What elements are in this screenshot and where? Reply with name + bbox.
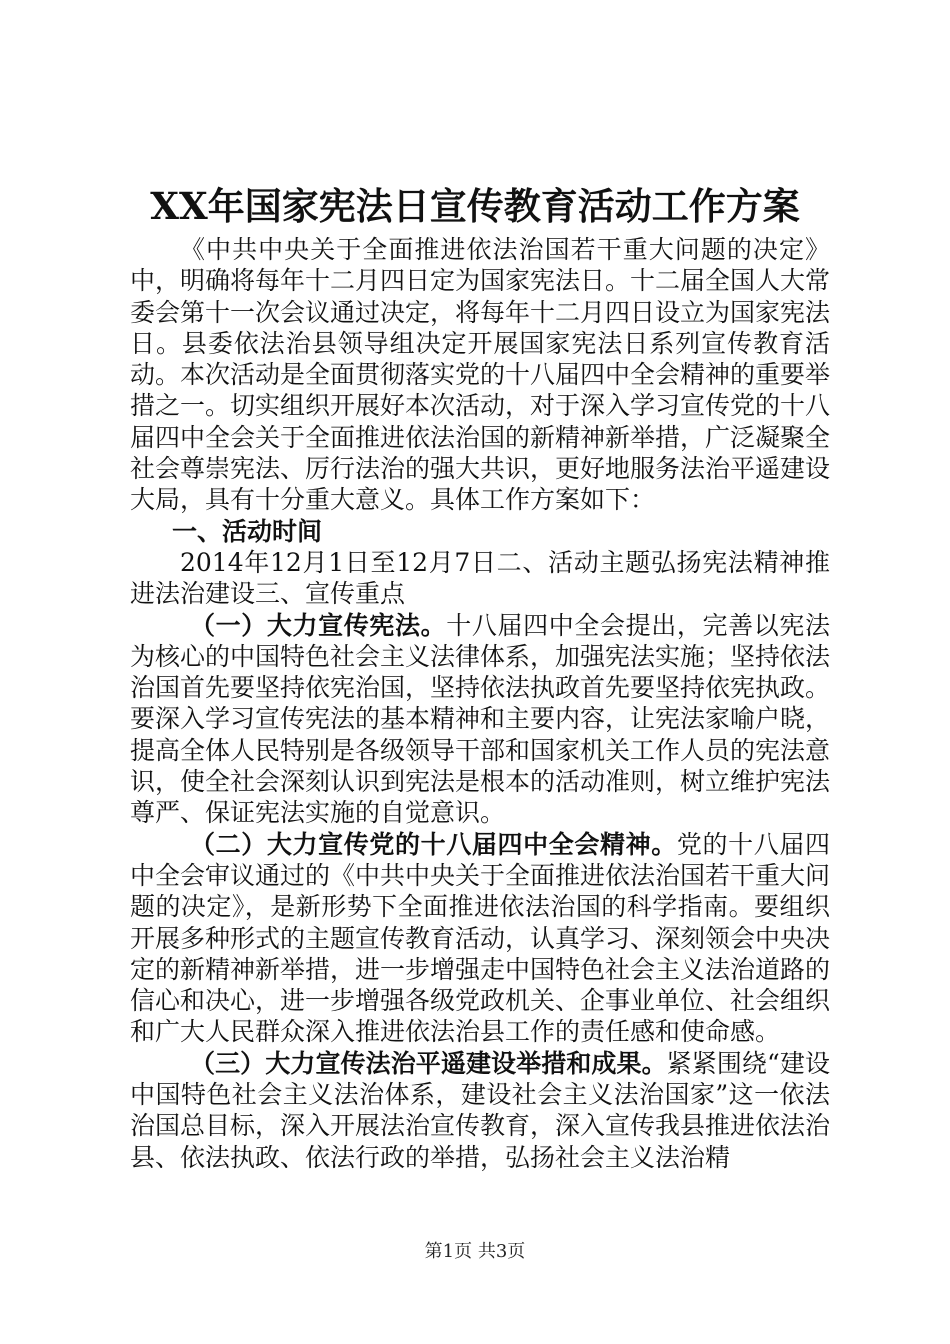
point-3-lead: （三）大力宣传法治平遥建设举措和成果。 <box>190 1048 667 1078</box>
activity-time-paragraph: 2014年12月1日至12月7日二、活动主题弘扬宪法精神推进法治建设三、宣传重点 <box>130 547 830 609</box>
point-2-text: 党的十八届四中全会审议通过的《中共中央关于全面推进依法治国若干重大问题的决定》，是新形势下全面推进依法治国的科学指南。要组织开展多种形式的主题宣传教育活动，认真学习、深刻领会中央决定的新精神新举措，进一步增强走中国特色社会主义法治道路的信心和决心，进一步增强各级党政机关、企事业单位、社会组织和广大人民群众深入推进依法治县工作的责任感和使命感。 <box>130 829 831 1047</box>
point-2-lead: （二）大力宣传党的十八届四中全会精神。 <box>190 829 677 859</box>
page-footer: 第1页 共3页 <box>424 1241 526 1262</box>
intro-paragraph: 《中共中央关于全面推进依法治国若干重大问题的决定》中，明确将每年十二月四日定为国家宪法日。十二届全国人大常委会第十一次会议通过决定，将每年十二月四日设立为国家宪法日。县委依法治县领导组决定开展国家宪法日系列宣传教育活动。本次活动是全面贯彻落实党的十八届四中全会精神的重要举措之一。切实组织开展好本次活动，对于深入学习宣传党的十八届四中全会关于全面推进依法治国的新精神新举措，广泛凝聚全社会尊崇宪法、厉行法治的强大共识，更好地服务法治平遥建设大局，具有十分重大意义。具体工作方案如下： <box>130 235 831 515</box>
document-body <box>130 234 830 1173</box>
point-3-text: 紧紧围绕“建设中国特色社会主义法治体系，建设社会主义法治国家”这一依法治国总目标，深入开展法治宣传教育，深入宣传我县推进依法治县、依法执政、依法行政的举措，弘扬社会主义法治精 <box>130 1048 831 1172</box>
point-3-paragraph <box>130 1048 830 1173</box>
point-1-paragraph <box>130 610 830 829</box>
section-heading-activity-time: 一、活动时间 <box>172 516 323 546</box>
point-1-lead: （一）大力宣传宪法。 <box>190 610 447 640</box>
point-1-text: 十八届四中全会提出，完善以宪法为核心的中国特色社会主义法律体系，加强宪法实施；坚持依法治国首先要坚持依宪治国，坚持依法执政首先要坚持依宪执政。要深入学习宣传宪法的基本精神和主要内容，让宪法家喻户晓，提高全体人民特别是各级领导干部和国家机关工作人员的宪法意识，使全社会深刻认识到宪法是根本的活动准则，树立维护宪法尊严、保证宪法实施的自觉意识。 <box>130 610 831 828</box>
point-2-paragraph <box>130 829 830 1048</box>
document-title: XX年国家宪法日宣传教育活动工作方案 <box>150 184 800 228</box>
